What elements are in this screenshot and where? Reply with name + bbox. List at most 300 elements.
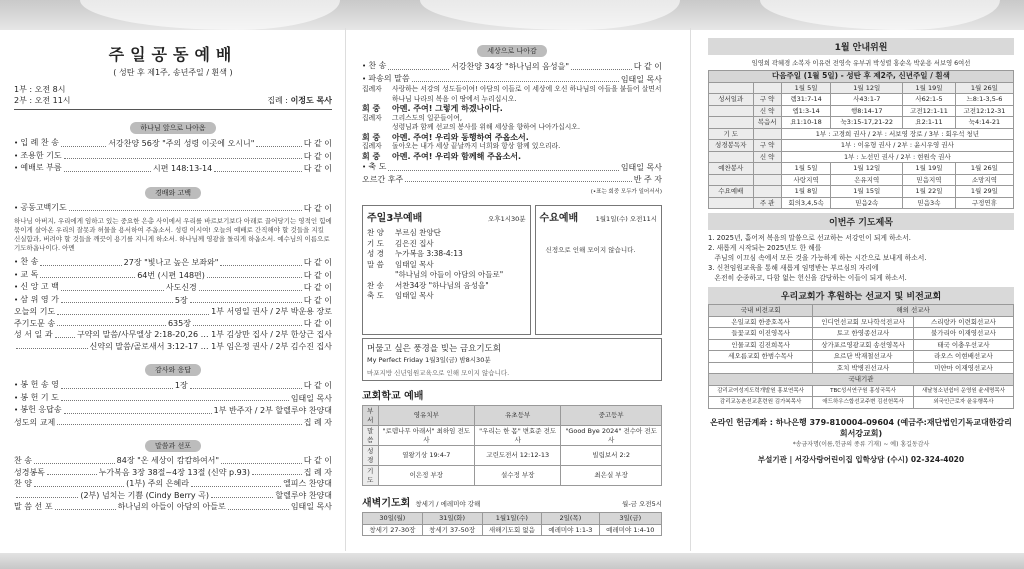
leader-dots — [193, 325, 302, 326]
prayer-topics-title: 이번주 기도제목 — [708, 213, 1014, 230]
sub-cell: 신 약 — [753, 151, 781, 163]
group-cell — [709, 117, 754, 129]
row-header-cell: 기도 — [363, 466, 379, 486]
day-cell: 3일(금) — [599, 513, 661, 525]
order-leader: 엘피스 찬양대 — [283, 479, 332, 488]
table-cell: 감리교농촌선교훈련원 김가복목사 — [709, 397, 813, 409]
speaker: 회 중 — [362, 151, 381, 161]
order-label: • 축 도 — [362, 161, 386, 174]
table-row — [709, 351, 1014, 363]
order-content: 27장 "빛나고 높은 보좌와" — [123, 258, 219, 267]
leader-dots — [16, 348, 88, 349]
dawn-prayer-table — [362, 512, 662, 536]
order-leader: 다 같 이 — [633, 62, 662, 71]
table-row — [363, 446, 662, 466]
header-cell: 부서 — [363, 406, 379, 426]
header-cell: 해외 선교사 — [813, 305, 1014, 317]
order-leader: 다 같 이 — [303, 164, 332, 173]
church-school — [362, 387, 662, 486]
missionary-table — [708, 304, 1014, 409]
service-row — [367, 228, 526, 239]
table-cell: "우리는 한 몸" 변효준 전도사 — [475, 426, 561, 446]
group-cell — [709, 151, 754, 163]
order-label: • 공동고백기도 — [14, 202, 67, 215]
order-row — [14, 256, 332, 269]
order-row — [14, 281, 332, 294]
table-row — [709, 94, 1014, 106]
order-leader: 임태일 목사 — [620, 163, 662, 172]
sub-cell — [753, 174, 781, 186]
church-school-title: 교회학교 예배 — [362, 391, 424, 402]
sub-cell — [753, 128, 781, 140]
row-value: 김은진 집사 — [395, 238, 434, 248]
leader-dots — [61, 302, 173, 303]
order-group — [14, 137, 332, 175]
table-cell: "로뎀나무 아래서" 최하임 전도사 — [378, 426, 475, 446]
table-cell: 믿음3속 — [903, 197, 956, 209]
header-cell: 1월 12일 — [831, 82, 903, 94]
sub-cell — [753, 163, 781, 175]
leader-dots — [388, 170, 618, 171]
page-title: 주일공동예배 — [108, 45, 238, 64]
table-cell: 이은정 부장 — [378, 466, 475, 486]
order-content: 서강찬양 34장 "하나님의 음성을" — [451, 62, 569, 71]
table-cell: 상가포르영광교회 송선영목사 — [813, 339, 914, 351]
table-cell: 감리교여성지도력개발원 홍보연목사 — [709, 385, 813, 397]
order-label: • 봉 헌 기 도 — [14, 392, 59, 405]
prayer-item: 온전히 순종하고, 다함 없는 헌신을 감당하는 이들이 되게 하소서. — [708, 274, 907, 282]
prayer-line — [362, 85, 662, 104]
leader-dots — [191, 486, 281, 487]
table-cell: 최은실 부장 — [561, 466, 662, 486]
table-cell: 요2:1-11 — [903, 117, 956, 129]
order-group — [14, 202, 332, 215]
order-row — [14, 269, 332, 282]
text-cell: 창세기 27-30장 — [363, 524, 423, 536]
section-label: 말씀과 선포 — [14, 433, 332, 452]
third-service-box — [362, 205, 531, 335]
leader-dots — [199, 290, 302, 291]
table-row — [709, 186, 1014, 198]
order-content: 64번 (시편 148편) — [137, 270, 205, 280]
order-label: • 입 례 찬 송 — [14, 137, 59, 150]
prayer-line — [362, 104, 662, 114]
sub-cell — [753, 186, 781, 198]
order-content: 635장 — [167, 318, 191, 328]
table-cell: 미얀마 이재영선교사 — [913, 362, 1013, 374]
row-label: 찬 양 — [367, 228, 384, 237]
prayer-line — [362, 152, 662, 162]
order-label: • 찬 송 — [14, 256, 38, 269]
leader-dots — [214, 171, 301, 172]
speaker: 집례자 — [362, 142, 382, 150]
leader-dots — [64, 171, 151, 172]
order-content: 서강찬양 56장 "주의 성령 이곳에 오시니" — [108, 139, 255, 148]
service-boxes — [362, 201, 662, 335]
order-content: 신약의 말씀/골로새서 3:12-17 … 1부 임은정 권사 / 2부 김수진 집사 — [89, 341, 332, 351]
table-row — [709, 128, 1014, 140]
table-cell: 라오스 이현배선교사 — [913, 351, 1013, 363]
prayer-text: 아멘. 주여! 우리와 함께해 주옵소서. — [392, 151, 522, 161]
table-cell: 1월 26일 — [955, 163, 1013, 175]
table-row — [709, 328, 1014, 340]
order-row — [14, 202, 332, 215]
church-school-table — [362, 405, 662, 486]
order-content: (1부) 주의 은혜라 — [126, 479, 189, 488]
order-row — [14, 404, 332, 417]
order-row — [14, 490, 332, 502]
section-label: 하나님 앞으로 나아옴 — [14, 115, 332, 134]
header-cell: 국내기관 — [709, 374, 1014, 386]
row-label: 찬 송 — [367, 280, 384, 290]
table-cell: 사43:1-7 — [831, 94, 903, 106]
online-offering-note: *송금자명(이름,헌금의 종류 기재) ~ 예) 홍길동감사 — [792, 440, 930, 448]
section-label: 감사와 응답 — [14, 357, 332, 376]
row-value: 서찬34장 "하나님의 음성을" — [395, 280, 489, 290]
leader-dots — [61, 146, 106, 147]
service-time-1: 1부 : 오전 8시 — [14, 85, 66, 94]
table-cell: TBC성서연구원 홍성국목사 — [813, 385, 914, 397]
order-row — [362, 161, 662, 174]
order-leader: 임태일 목사 — [290, 393, 332, 403]
table-row — [709, 117, 1014, 129]
order-label: • 신 앙 고 백 — [14, 281, 59, 294]
prayer-text: 아멘. 주여! 그렇게 하겠나이다. — [392, 104, 503, 113]
order-label: 성도의 교제 — [14, 417, 56, 427]
day-cell: 1월1일(수) — [482, 513, 542, 525]
header-cell: 영유치부 — [378, 406, 475, 426]
third-service-time: 오후1시30분 — [488, 215, 526, 223]
header-cell: 1월 19일 — [903, 82, 956, 94]
order-leader: 다 같 이 — [303, 381, 332, 390]
dawn-prayer — [362, 491, 662, 536]
table-cell: 고전12:1-11 — [903, 105, 956, 117]
table-cell: 1부 : 노선민 권사 / 2부 : 현원숙 권사 — [781, 151, 1013, 163]
table-cell: 1월 12일 — [831, 163, 903, 175]
worship-order-column — [14, 28, 332, 551]
order-label: 성 서 일 과 — [14, 330, 53, 339]
service-row — [367, 281, 526, 292]
table-cell: 1월 19일 — [903, 163, 956, 175]
order-row — [14, 478, 332, 490]
row-label: 말 씀 — [367, 259, 384, 269]
header-cell: 국내 비전교회 — [709, 305, 813, 317]
table-cell: 눅3:15-17,21-22 — [831, 117, 903, 129]
table-cell: 고린도전서 12:12-13 — [475, 446, 561, 466]
table-cell: 호치 박병진선교사 — [813, 362, 914, 374]
leader-dots — [57, 325, 166, 326]
table-cell: 1월 15일 — [831, 186, 903, 198]
leader-dots — [61, 400, 289, 401]
prayer-item: 3. 신천임원교육을 통해 새롭게 임명받는 부르심의 자리에 — [708, 264, 879, 272]
table-cell: 1부 : 이유형 권사 / 2부 : 윤시우영 권사 — [781, 140, 1013, 152]
order-row — [14, 501, 332, 513]
presider: 집례 : 이정도 목사 — [267, 96, 332, 105]
next-week-cell: 다음주일 (1월 5일) - 성탄 후 제2주, 신년주일 / 흰색 — [709, 71, 1014, 83]
leader-dots — [16, 497, 78, 498]
order-group — [14, 379, 332, 428]
leader-dots — [405, 181, 632, 182]
duty-table — [708, 70, 1014, 209]
order-label: • 삼 위 영 가 — [14, 294, 59, 307]
order-leader: 다 같 이 — [303, 203, 332, 213]
leader-dots — [252, 474, 302, 475]
missionary-title: 우리교회가 후원하는 선교지 및 비전교회 — [708, 287, 1014, 304]
header-cell: 유초등부 — [475, 406, 561, 426]
middle-column — [362, 28, 662, 551]
order-row — [362, 174, 662, 186]
prayer-item: 주님의 이끄심 속에서 모든 것을 가능하게 하는 시간으로 보내게 하소서. — [708, 254, 927, 262]
text-cell: 예레미야 1:1-3 — [542, 524, 599, 536]
row-label: 성 경 — [367, 249, 384, 258]
order-leader: 다 같 이 — [303, 270, 332, 280]
sub-cell: 복음서 — [753, 117, 781, 129]
table-cell: 태국 이충우선교사 — [913, 339, 1013, 351]
table-cell: 은유지역 — [831, 174, 903, 186]
committee-title: 1월 안내위원 — [708, 38, 1014, 55]
group-cell — [709, 197, 754, 209]
leader-dots — [57, 314, 209, 315]
order-row — [362, 73, 662, 86]
table-header-row — [709, 82, 1014, 94]
order-leader: 다 같 이 — [303, 318, 332, 328]
service-row — [367, 291, 526, 302]
next-week-row — [709, 71, 1014, 83]
order-leader: 할렐루야 찬양대 — [275, 490, 332, 500]
prayer-line — [362, 114, 662, 124]
order-row — [14, 467, 332, 479]
leader-dots — [221, 463, 302, 464]
table-cell: 설수정 부장 — [475, 466, 561, 486]
wednesday-service-box — [535, 205, 662, 335]
confession-text: 하나님 아버지, 우리에게 임하고 있는 중요한 은총 사이에서 우리를 바르보기보다 아래로 끌어당기는 영적인 힘에 묶이게 살아온 우리의 잘못과 허물을 용서하여 주옵소서. 성령 이시여! 오늘의 예배로 간직해야 할 것들을 지킬 신실함과, 버려야 할 것들을 깨끗이 용기를 지니게 하소서. 하나님께 영광을 돌리게 하옵소서. 예수님의 이름으로 기도하옵나이다. 아멘 — [14, 217, 332, 252]
order-row — [14, 294, 332, 307]
order-label: 찬 송 — [14, 456, 32, 465]
group-cell: 성서일과 — [709, 94, 754, 106]
order-content: 1부 반주자 / 2부 할렐루야 찬양대 — [213, 406, 332, 415]
speaker: 회 중 — [362, 104, 381, 113]
prayer-item: 2. 새롭게 시작되는 2025년도 한 해를 — [708, 244, 822, 252]
table-cell: 사62:1-5 — [903, 94, 956, 106]
divider — [14, 109, 332, 110]
order-label: 오늘의 기도 — [14, 307, 56, 316]
table-row — [709, 362, 1014, 374]
row-header-cell: 말씀 — [363, 426, 379, 446]
group-cell: 성경봉독자 — [709, 140, 754, 152]
table-cell: 1월 5일 — [781, 163, 831, 175]
friday-prayer-title: 머물고 싶은 풍경을 빚는 금요기도회 — [367, 344, 501, 354]
group-cell: 수요예배 — [709, 186, 754, 198]
order-label: • 조용한 기도 — [14, 150, 62, 163]
row-value: "하나님의 아들이 아담의 아들로" — [395, 270, 504, 279]
header-cell: 중고등부 — [561, 406, 662, 426]
table-cell: 들꽃교회 이진영목사 — [709, 328, 813, 340]
order-row — [14, 455, 332, 467]
leader-dots — [256, 146, 301, 147]
leader-dots — [57, 424, 302, 425]
table-cell: 고전12:12-31 — [955, 105, 1013, 117]
fold-line — [345, 28, 346, 551]
prayer-text: 사랑하는 서강의 성도들이여! 아담의 이들로 이 세상에 오신 하나님의 아들을 붙들어 살면서 하나님 나라의 복음 이 땅에서 누리십시오. — [392, 85, 662, 103]
table-cell: 1부 : 고경희 권사 / 2부 : 서보영 장로 / 3부 : 회우석 청년 — [781, 128, 1013, 140]
prayer-topics — [708, 233, 1014, 283]
committee-names: 임영희 곽혜경 소복자 이유련 전영숙 유부귀 박성렬 홍순옥 박운용 서보영 6여선 — [751, 60, 971, 67]
service-row — [367, 270, 526, 281]
order-content: 5장 — [174, 295, 188, 305]
table-cell: 인디언선교회 모나학석전교사 — [813, 316, 914, 328]
table-cell: 1월 8일 — [781, 186, 831, 198]
table-header-row — [363, 513, 662, 525]
sub-cell: 구 약 — [753, 140, 781, 152]
sub-cell: 신 약 — [753, 105, 781, 117]
online-offering: 온라인 헌금계좌 : 하나은행 379-810004-09604 (예금주:재단법인기독교대한감리회서강교회) — [710, 417, 1012, 438]
bottom-decoration — [0, 553, 1024, 569]
friday-prayer-box — [362, 338, 662, 381]
order-label: • 교 독 — [14, 269, 38, 282]
header-cell — [753, 82, 781, 94]
table-cell: 세오름교회 한범수목사 — [709, 351, 813, 363]
order-row — [14, 341, 332, 353]
order-leader: 다 같 이 — [303, 283, 332, 292]
table-cell: 외국인근로자 윤유행목사 — [913, 397, 1013, 409]
leader-dots — [412, 81, 619, 82]
wednesday-note: 신정으로 인해 모이지 않습니다. — [545, 246, 636, 254]
speaker: 집례자 — [362, 113, 382, 122]
dawn-prayer-time: 월-금 오전5시 — [622, 500, 662, 508]
order-label: 성경봉독 — [14, 467, 45, 477]
table-cell: 요1:10-18 — [781, 117, 831, 129]
group-cell: 예찬봉사 — [709, 163, 754, 175]
service-row — [367, 260, 526, 271]
third-service-rows — [367, 228, 526, 302]
table-cell: 불가리아 이재영선교사 — [913, 328, 1013, 340]
top-decoration — [0, 0, 1024, 30]
order-row — [14, 379, 332, 392]
table-row — [363, 524, 662, 536]
table-cell: 스리랑카 이련회선교사 — [913, 316, 1013, 328]
table-cell: 렘31:7-14 — [781, 94, 831, 106]
table-header-row — [363, 406, 662, 426]
order-content: 누가복음 3장 38절~4장 13절 (신약 p.93) — [98, 467, 250, 477]
order-content: (2부) 넘치는 기쁨 (Cindy Berry 곡) — [80, 490, 210, 500]
table-cell: 회의3,4,5속 — [781, 197, 831, 209]
friday-prayer-detail: My Perfect Friday 1월3일(금) 밤8시30분 — [367, 356, 491, 364]
order-group — [14, 256, 332, 352]
table-row — [709, 151, 1014, 163]
prayer-text: 아멘. 주여! 우리와 동행하여 주옵소서. — [392, 132, 529, 142]
prayer-line — [362, 133, 662, 143]
page-subtitle: ( 성탄 후 제1주, 송년주일 / 흰색 ) — [113, 68, 233, 77]
table-header-row — [709, 374, 1014, 386]
table-cell: 눅4:14-21 — [955, 117, 1013, 129]
order-leader: 다 같 이 — [303, 139, 332, 148]
order-label: • 예배로 부름 — [14, 162, 62, 175]
order-leader: 다 같 이 — [303, 258, 332, 267]
swoosh-shape — [420, 0, 680, 30]
order-leader: 반 주 자 — [633, 174, 662, 184]
order-label: 찬 양 — [14, 479, 32, 488]
header-cell: 1월 5일 — [781, 82, 831, 94]
prayer-line — [362, 123, 662, 133]
table-cell: 새날청소년쉼터 운영원 윤세명목사 — [913, 385, 1013, 397]
prayer-text: 성령님과 함께 선교의 봉사를 위해 세상을 향하여 나아가십시오. — [392, 123, 580, 131]
order-leader: 집 례 자 — [303, 417, 332, 427]
note: (•표는 회중 모두가 일어서서) — [590, 189, 662, 195]
order-content: 하나님의 아들이 아담의 아들로 — [117, 502, 226, 511]
leader-dots — [190, 302, 302, 303]
third-service-title: 주일3부예배 — [367, 213, 423, 224]
service-row — [367, 239, 526, 250]
table-row — [709, 339, 1014, 351]
service-time-2: 2부 : 오전 11시 — [14, 96, 71, 105]
order-row — [14, 150, 332, 163]
table-header-row — [709, 305, 1014, 317]
order-row — [14, 318, 332, 330]
leader-dots — [64, 158, 302, 159]
leader-dots — [61, 290, 164, 291]
order-label: • 찬 송 — [362, 60, 386, 73]
leader-dots — [190, 388, 302, 389]
order-content: 1장 — [174, 381, 188, 390]
text-cell: 예레미야 1:4-10 — [599, 524, 661, 536]
text-cell: 창세기 37-50장 — [422, 524, 482, 536]
text-cell: 새해기도회 없음 — [482, 524, 542, 536]
row-header-cell: 성경 — [363, 446, 379, 466]
speaker — [362, 123, 392, 133]
table-cell: 1월 29일 — [955, 186, 1013, 198]
affiliated-org: 부설기관 | 서강사랑어린이집 입학상담 (수시) 02-324-4020 — [757, 454, 965, 464]
table-cell: 애드하우스합선교주변 김선헌목사 — [813, 397, 914, 409]
table-cell: 인물교회 김진희목사 — [709, 339, 813, 351]
table-cell: 빌립보서 2:2 — [561, 446, 662, 466]
responsive-prayer — [362, 85, 662, 161]
order-content: 1부 서영일 권사 / 2부 박운용 장로 — [211, 307, 332, 316]
row-value: 부르심 찬양단 — [395, 228, 441, 237]
table-row — [709, 174, 1014, 186]
day-cell: 2일(목) — [542, 513, 599, 525]
dawn-prayer-title: 새벽기도회 — [362, 498, 411, 509]
swoosh-shape — [80, 0, 340, 30]
leader-dots — [40, 265, 121, 266]
order-row — [14, 137, 332, 150]
table-cell: 사랑지역 — [781, 174, 831, 186]
table-cell: 소망지역 — [955, 174, 1013, 186]
order-row — [14, 306, 332, 318]
table-row — [363, 466, 662, 486]
day-cell: 31일(화) — [422, 513, 482, 525]
group-cell — [709, 105, 754, 117]
order-label: 오르간 후주 — [362, 174, 404, 184]
table-row — [709, 163, 1014, 175]
dawn-prayer-place: 창세기 / 에레미야 강해 — [415, 500, 481, 508]
speaker: 회 중 — [362, 132, 381, 142]
table-cell: 믿음지역 — [903, 174, 956, 186]
table-row — [363, 426, 662, 446]
leader-dots — [34, 486, 124, 487]
leader-dots — [207, 277, 302, 278]
wednesday-time: 1월1일(수) 오전11시 — [595, 215, 657, 223]
order-leader: 임태일 목사 — [620, 74, 662, 84]
table-row — [709, 197, 1014, 209]
leader-dots — [228, 509, 289, 510]
section-label: 경배와 고백 — [14, 180, 332, 199]
leader-dots — [388, 69, 449, 70]
table-cell: 느8:1-3,5-6 — [955, 94, 1013, 106]
row-label: 축 도 — [367, 291, 384, 300]
table-row — [709, 397, 1014, 409]
prayer-text: 그리스도의 일꾼들이여, — [392, 113, 462, 122]
leader-dots — [69, 210, 302, 211]
